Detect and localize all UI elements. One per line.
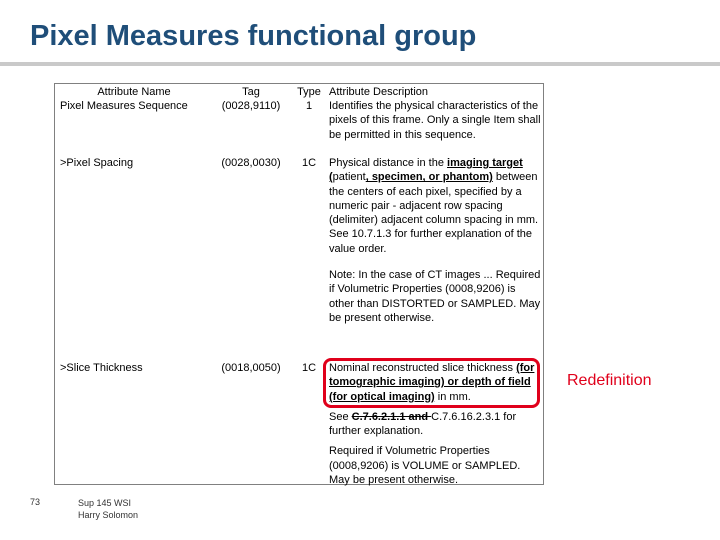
row-pixel-measures-sequence-tag: (0028,9110) bbox=[221, 100, 281, 112]
row-pixel-measures-sequence-description: Identifies the physical characteristics of the pixels of this frame. Only a single Item shall be permitted in this sequence. bbox=[329, 100, 541, 141]
row-slice-thickness-name: >Slice Thickness bbox=[60, 362, 143, 374]
row-slice-thickness-type: 1C bbox=[301, 362, 317, 374]
header-description: Attribute Description bbox=[329, 86, 429, 98]
row-pixel-measures-sequence-type: 1 bbox=[305, 100, 313, 112]
row-slice-thickness-tag: (0018,0050) bbox=[221, 362, 281, 374]
row-pixel-spacing-name: >Pixel Spacing bbox=[60, 157, 134, 169]
redefinition-highlight-box bbox=[323, 358, 540, 408]
attribute-table bbox=[54, 83, 544, 485]
header-type: Type bbox=[297, 86, 321, 98]
row-pixel-spacing-tag: (0028,0030) bbox=[221, 157, 281, 169]
row-pixel-spacing-type: 1C bbox=[301, 157, 317, 169]
header-tag: Tag bbox=[242, 86, 260, 98]
redefinition-annotation: Redefinition bbox=[567, 372, 652, 389]
header-attribute-name: Attribute Name bbox=[97, 86, 171, 98]
slide-title: Pixel Measures functional group bbox=[30, 20, 477, 52]
pixel-spacing-note: Note: In the case of CT images ... Required if Volumetric Properties (0008,9206) is other than DISTORTED or SAMPLED. May be present otherwise. bbox=[329, 269, 541, 324]
row-pixel-spacing-description: Physical distance in the imaging target (patient, specimen, or phantom) between the centers of each pixel, specified by a numeric pair - adjacent row spacing (delimiter) adjacent column spacing in mm. See 10.7.1.3 for further explanation of the value order. Note: In the case of CT images ... Required if Volumetric Properties (0008,9206) is other than DISTORTED or SAMPLED. May be present otherwise. bbox=[329, 157, 541, 324]
row-slice-thickness-description: Nominal reconstructed slice thickness (for tomographic imaging) or depth of field (for optical imaging) in mm. See C.7.6.2.1.1 and C.7.6.16.2.3.1 for further explanation. Required if Volumetric Properties (0008,9206) is VOLUME or SAMPLED. May be present otherwise. bbox=[329, 362, 535, 487]
title-divider bbox=[0, 62, 720, 66]
footer-text: Sup 145 WSI Harry Solomon bbox=[78, 498, 139, 520]
page-number: 73 bbox=[30, 497, 41, 507]
row-pixel-measures-sequence-name: Pixel Measures Sequence bbox=[60, 100, 188, 112]
